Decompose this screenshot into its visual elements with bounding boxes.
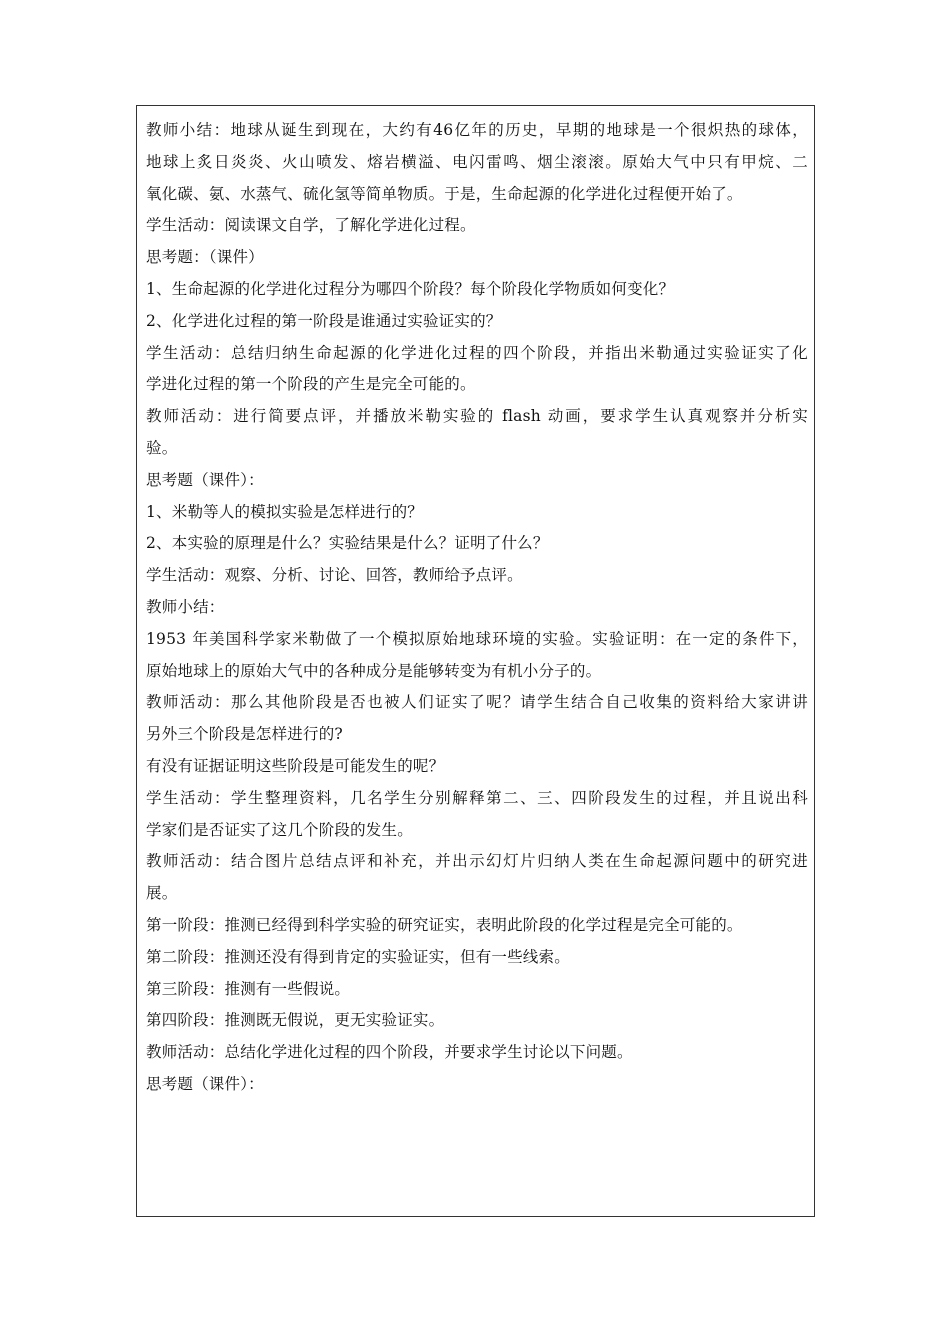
text-line: 另外三个阶段是怎样进行的? <box>146 725 343 744</box>
text-line: 学生活动：观察、分析、讨论、回答，教师给予点评。 <box>146 566 523 585</box>
text-line: 教师活动：那么其他阶段是否也被人们证实了呢？请学生结合自己收集的资料给大家讲讲 <box>146 693 808 712</box>
text-line: 第四阶段：推测既无假说，更无实验证实。 <box>146 1011 445 1030</box>
text-line: 展。 <box>146 884 178 903</box>
text-line: 学生活动：学生整理资料，几名学生分别解释第二、三、四阶段发生的过程，并且说出科 <box>146 788 808 807</box>
text-line: 第二阶段：推测还没有得到肯定的实验证实，但有一些线索。 <box>146 947 570 966</box>
text-line: 1953 年美国科学家米勒做了一个模拟原始地球环境的实验。实验证明：在一定的条件下， <box>146 629 808 648</box>
text-line: 1、生命起源的化学进化过程分为哪四个阶段？每个阶段化学物质如何变化？ <box>146 279 675 298</box>
document-table-cell <box>136 105 815 1217</box>
text-line: 学生活动：总结归纳生命起源的化学进化过程的四个阶段，并指出米勒通过实验证实了化 <box>146 343 808 362</box>
text-line: 验。 <box>146 438 178 457</box>
text-line: 教师活动：结合图片总结点评和补充，并出示幻灯片归纳人类在生命起源问题中的研究进 <box>146 852 808 871</box>
text-line: 教师小结： <box>146 597 225 616</box>
text-line: 学家们是否证实了这几个阶段的发生。 <box>146 820 413 839</box>
text-line: 思考题（课件）： <box>146 1074 264 1093</box>
text-line: 第三阶段：推测有一些假说。 <box>146 979 351 998</box>
text-line: 教师活动：总结化学进化过程的四个阶段，并要求学生讨论以下问题。 <box>146 1043 633 1062</box>
text-line: 教师小结：地球从诞生到现在，大约有46亿年的历史，早期的地球是一个很炽热的球体， <box>146 121 808 139</box>
text-line: 思考题（课件）： <box>146 470 264 489</box>
text-line: 第一阶段：推测已经得到科学实验的研究证实，表明此阶段的化学过程是完全可能的。 <box>146 915 743 934</box>
text-line: 学进化过程的第一个阶段的产生是完全可能的。 <box>146 375 476 394</box>
lesson-text <box>146 115 808 1101</box>
text-line: 2、本实验的原理是什么？实验结果是什么？证明了什么？ <box>146 534 549 553</box>
text-line: 思考题：（课件） <box>146 248 264 267</box>
text-line: 有没有证据证明这些阶段是可能发生的呢？ <box>146 756 445 775</box>
text-line: 1、米勒等人的模拟实验是怎样进行的？ <box>146 502 423 521</box>
text-line: 地球上炙日炎炎、火山喷发、熔岩横溢、电闪雷鸣、烟尘滚滚。原始大气中只有甲烷、二 <box>146 152 808 171</box>
text-line: 教师活动：进行简要点评，并播放米勒实验的 flash 动画，要求学生认真观察并分析实 <box>146 407 808 426</box>
text-line: 2、化学进化过程的第一阶段是谁通过实验证实的？ <box>146 311 502 330</box>
text-line: 氧化碳、氨、水蒸气、硫化氢等简单物质。于是，生命起源的化学进化过程便开始了。 <box>146 184 743 203</box>
text-line: 学生活动：阅读课文自学，了解化学进化过程。 <box>146 216 476 235</box>
text-line: 原始地球上的原始大气中的各种成分是能够转变为有机小分子的。 <box>146 661 602 680</box>
